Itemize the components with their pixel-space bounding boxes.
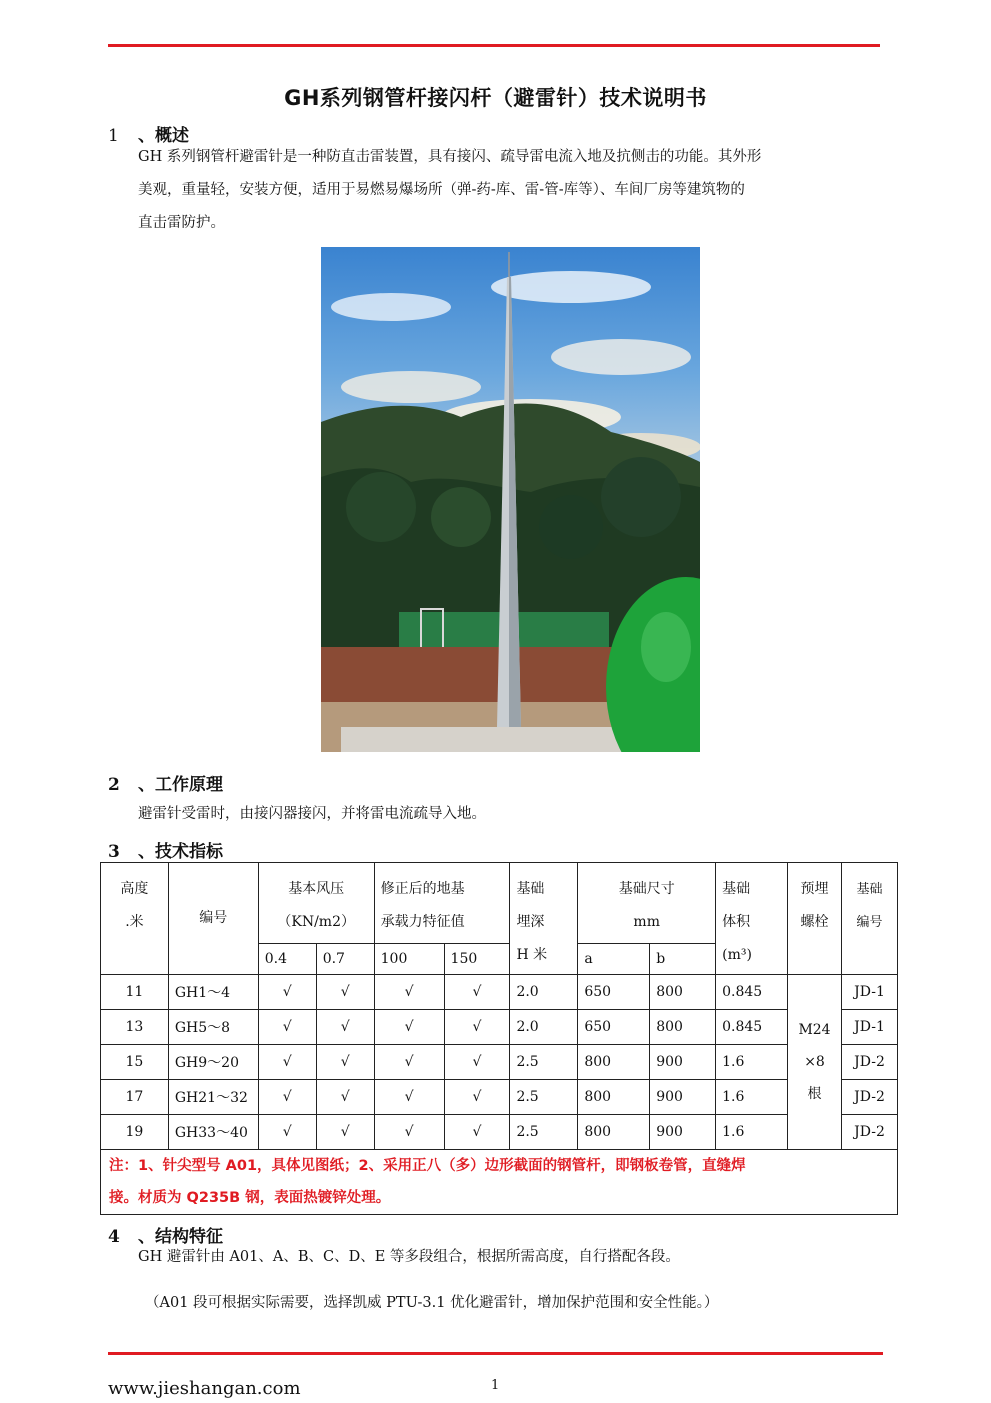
section-1-line: 美观，重量轻，安装方便，适用于易燃易爆场所（弹-药-库、雷-管-库等）、车间厂房等建筑物的	[138, 182, 745, 198]
section-4-note: （A01 段可根据实际需要，选择凯威 PTU-3.1 优化避雷针，增加保护范围和安全性能。）	[145, 1295, 719, 1311]
section-2-heading	[108, 770, 223, 795]
footer-rule	[108, 1352, 883, 1355]
header-bolt: 预埋 螺栓	[788, 863, 842, 975]
section-1-line: GH 系列钢管杆避雷针是一种防直击雷装置，具有接闪、疏导雷电流入地及抗侧击的功能。其外形	[138, 149, 762, 165]
table-row: 19 GH33～40 √ √ √ √ 2.5 800 900 1.6 JD-2	[101, 1115, 898, 1150]
header-volume: 基础 体积 (m³)	[716, 863, 788, 975]
subheader-bearing-2: 150	[444, 944, 510, 975]
table-row: 13 GH5～8 √ √ √ √ 2.0 650 800 0.845 JD-1	[101, 1010, 898, 1045]
section-2-title: 、工作原理	[138, 775, 223, 795]
table-header-row	[101, 863, 898, 944]
table-note-row	[101, 1150, 898, 1215]
header-depth: 基础 埋深 H 米	[510, 863, 578, 975]
document-title: GH系列钢管杆接闪杆（避雷针）技术说明书	[284, 86, 707, 110]
section-1-paragraph	[138, 141, 883, 240]
section-4-number: 4	[108, 1227, 120, 1247]
subheader-wind-1: 0.4	[258, 944, 316, 975]
section-3-title: 、技术指标	[138, 842, 223, 862]
lightning-rod-photo	[321, 247, 700, 752]
section-1-title: 、概述	[138, 126, 189, 146]
header-bearing-capacity: 修正后的地基 承载力特征值	[374, 863, 510, 944]
header-code: 编号	[168, 863, 258, 975]
footer-website: www.jieshangan.com	[108, 1378, 301, 1399]
header-rule	[108, 44, 880, 47]
spec-table	[100, 862, 898, 1215]
header-foundation-size: 基础尺寸 mm	[578, 863, 716, 944]
section-3-number: 3	[108, 842, 120, 862]
photo-illustration	[321, 247, 700, 752]
header-wind-pressure: 基本风压 （KN/m2）	[258, 863, 374, 944]
section-3-heading	[108, 837, 223, 862]
table-row: 17 GH21～32 √ √ √ √ 2.5 800 900 1.6 JD-2	[101, 1080, 898, 1115]
section-4-title: 、结构特征	[138, 1227, 223, 1247]
section-2-paragraph: 避雷针受雷时，由接闪器接闪，并将雷电流疏导入地。	[138, 806, 486, 822]
table-note: 注：1、针尖型号 A01，具体见图纸；2、采用正八（多）边形截面的钢管杆，即钢板卷管，直缝焊 接。材质为 Q235B 钢，表面热镀锌处理。	[101, 1150, 898, 1215]
section-2-number: 2	[108, 775, 120, 795]
subheader-size-b: b	[650, 944, 716, 975]
section-1-line: 直击雷防护。	[138, 215, 225, 231]
header-height: 高度 .米	[101, 863, 169, 975]
table-row: 11 GH1～4 √ √ √ √ 2.0 650 800 0.845 M24 ×8 根 JD-1	[101, 975, 898, 1010]
table-row: 15 GH9～20 √ √ √ √ 2.5 800 900 1.6 JD-2	[101, 1045, 898, 1080]
section-1-number: 1	[108, 126, 119, 146]
subheader-bearing-1: 100	[374, 944, 444, 975]
bolt-value: M24 ×8 根	[788, 975, 842, 1150]
section-4-paragraph: GH 避雷针由 A01、A、B、C、D、E 等多段组合，根据所需高度，自行搭配各段。	[138, 1249, 680, 1265]
page-number: 1	[491, 1378, 500, 1393]
subheader-wind-2: 0.7	[316, 944, 374, 975]
subheader-size-a: a	[578, 944, 650, 975]
header-base-code: 基础 编号	[842, 863, 898, 975]
